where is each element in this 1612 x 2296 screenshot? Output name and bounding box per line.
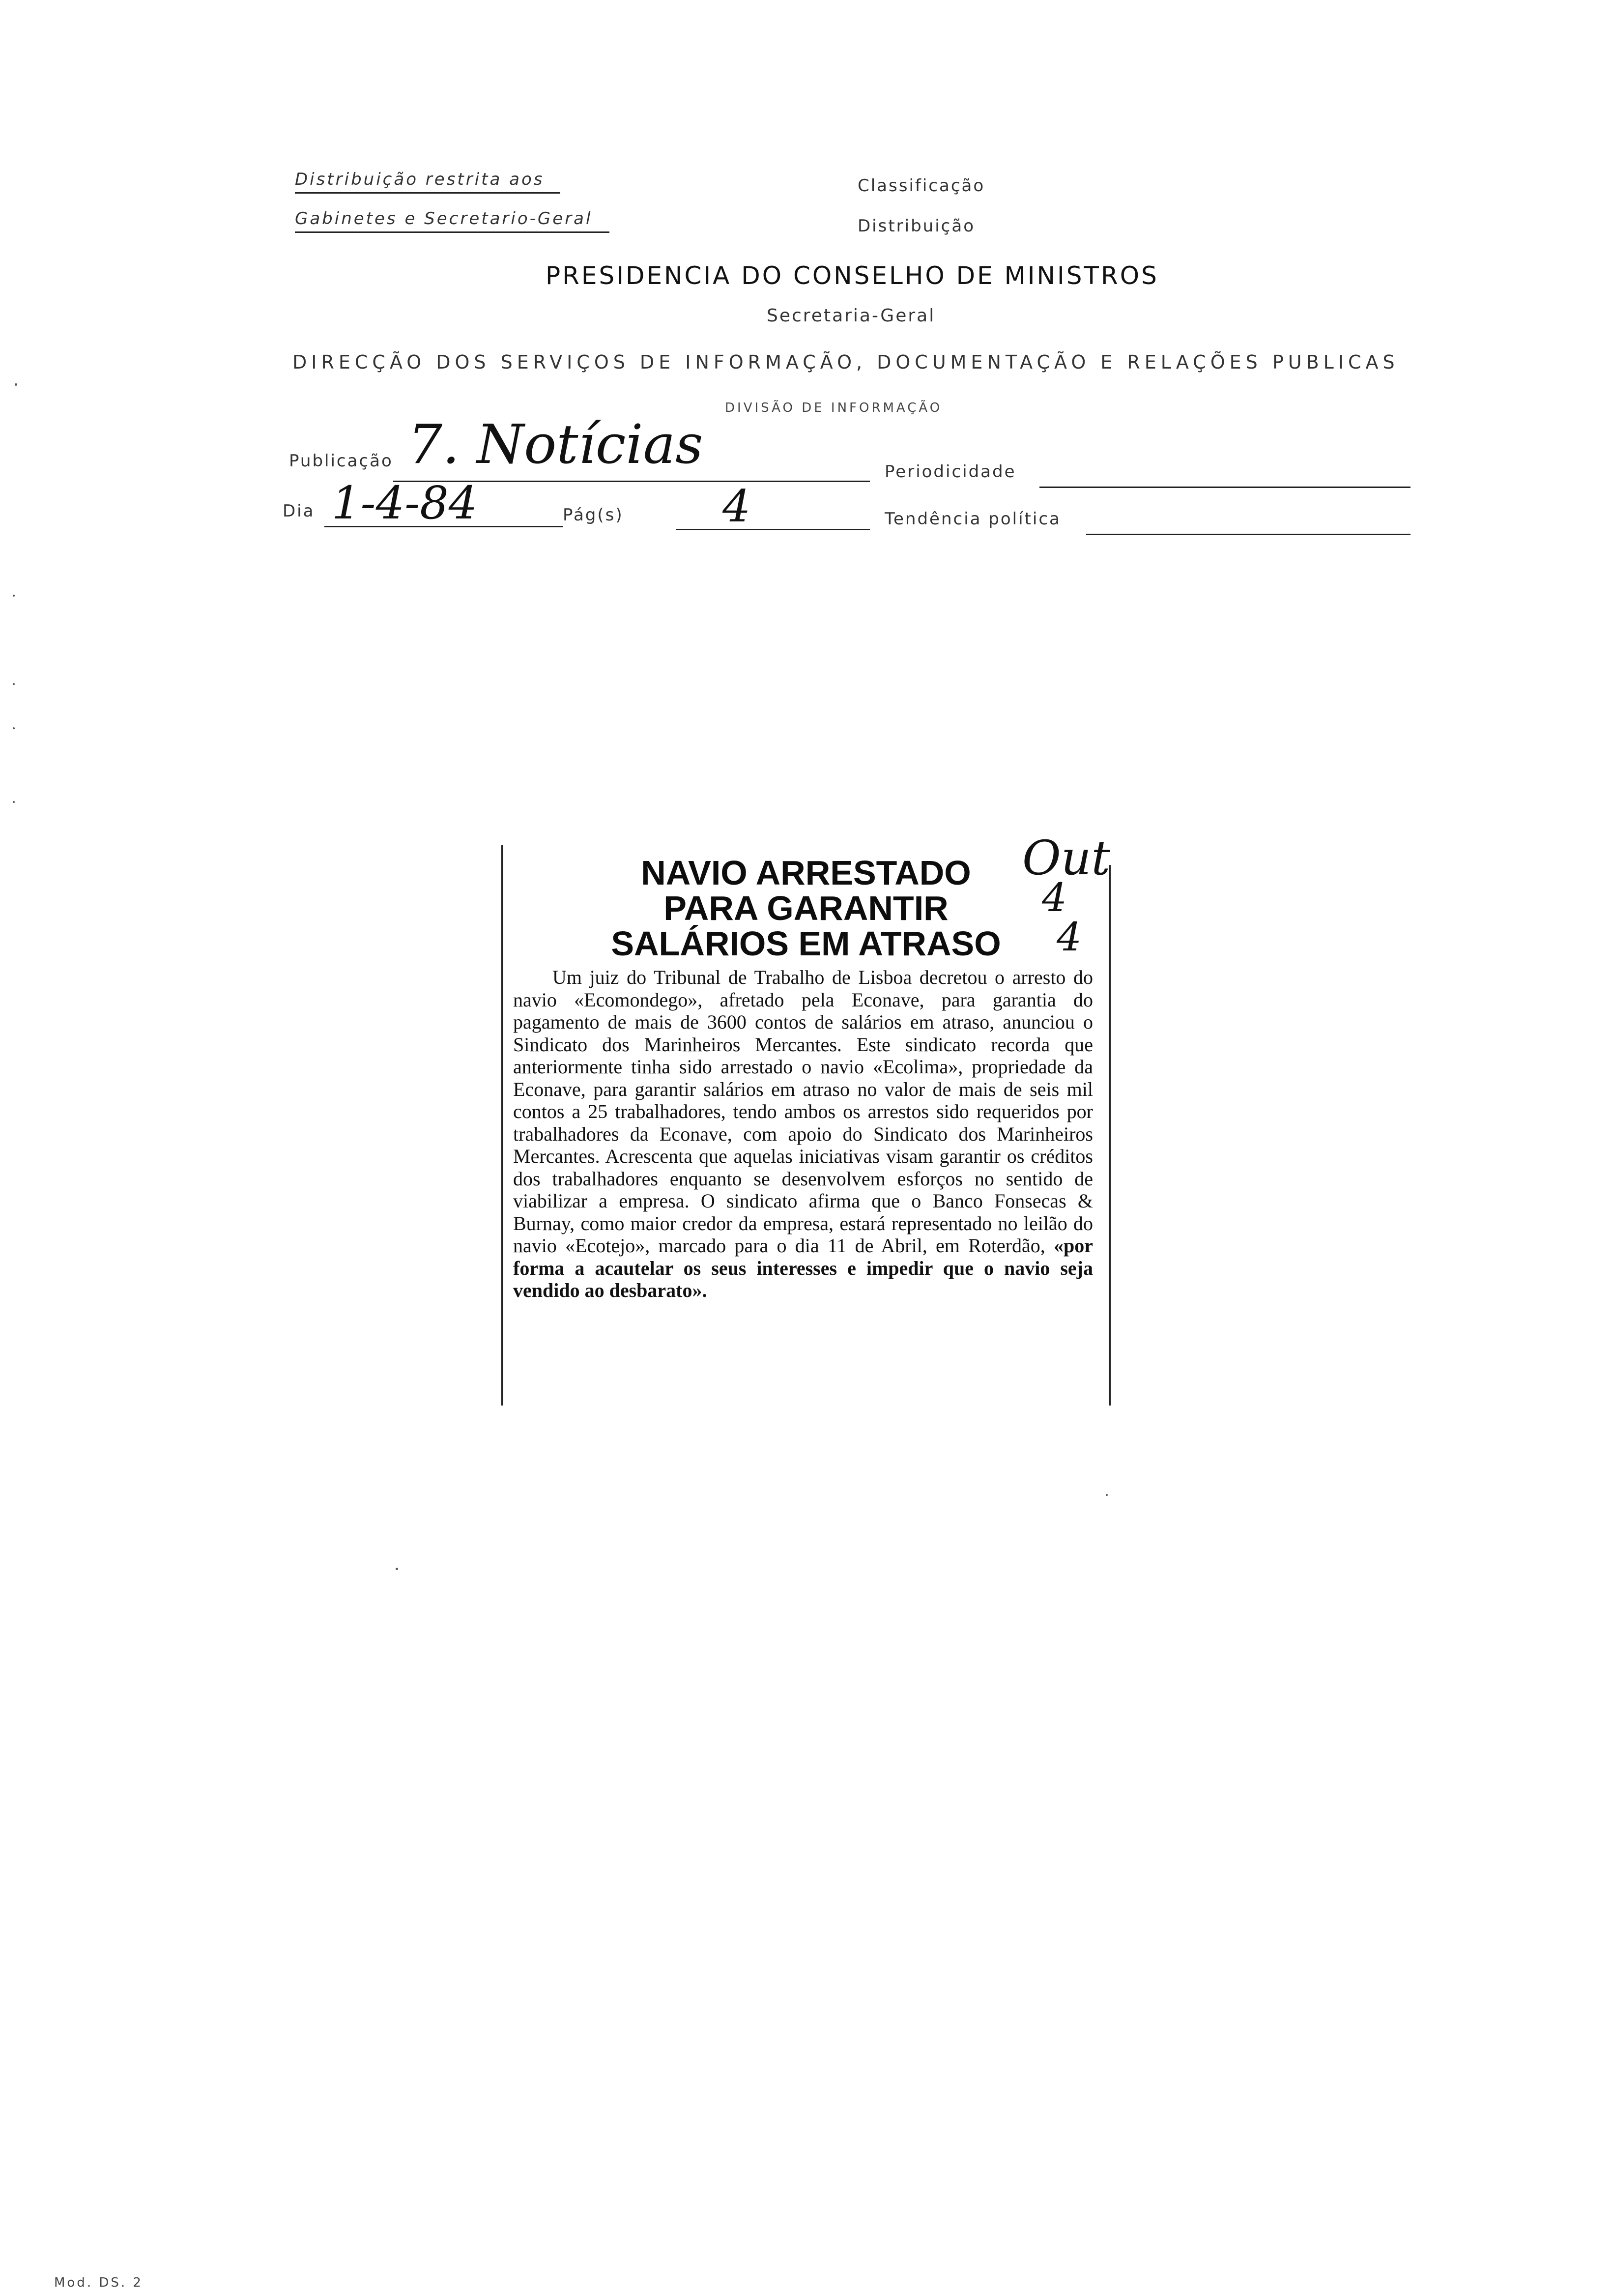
article-quote: «por forma a acautelar os seus interesses e impedir que o navio seja vendido ao desbarato». <box>513 1234 1093 1301</box>
margin-note-line-2: 4 <box>1042 875 1067 920</box>
form-code: Mod. DS. 2 <box>54 2275 143 2290</box>
paginas-label: Pág(s) <box>563 505 624 525</box>
tendencia-politica-label: Tendência política <box>885 509 1061 529</box>
headline-line-2: PARA GARANTIR <box>663 889 949 927</box>
scan-speck <box>15 383 17 386</box>
dia-rule <box>324 526 563 527</box>
headline-line-1: NAVIO ARRESTADO <box>641 854 971 892</box>
paginas-value: 4 <box>722 481 751 532</box>
paginas-rule <box>676 529 870 530</box>
distribuicao-label: Distribuição <box>858 216 976 236</box>
scan-speck <box>13 683 15 685</box>
publicacao-value: 7. Notícias <box>408 413 703 476</box>
distribution-restriction-line-1: Distribuição restrita aos <box>295 170 560 194</box>
margin-note-line-3: 4 <box>1057 914 1082 960</box>
scan-speck <box>13 727 15 729</box>
dia-value: 1-4-84 <box>332 477 478 529</box>
page-subtitle: Secretaria-Geral <box>767 306 936 326</box>
directorate-name: DIRECÇÃO DOS SERVIÇOS DE INFORMAÇÃO, DOCUMENTAÇÃO E RELAÇÕES PUBLICAS <box>292 351 1399 373</box>
periodicidade-rule <box>1039 487 1410 488</box>
article-text: Um juiz do Tribunal de Trabalho de Lisboa decretou o arresto do navio «Ecomondego», afretado pela Econave, para garantia do pagamento de mais de 3600 contos de salários em atraso, anunciou o Sindicato dos Marinheiros Mercantes. Este sindicato recorda que anteriormente tinha sido arrestado o navio «Ecolima», propriedade da Econave, para garantir salários em atraso no valor de mais de seis mil contos a 25 trabalhadores, tendo ambos os arrestos sido requeridos por trabalhadores da Econave, com apoio do Sindicato dos Marinheiros Mercantes. Acrescenta que aquelas iniciativas visam garantir os créditos dos trabalhadores enquanto se desenvolvem esforços no sentido de viabilizar a empresa. O sindicato afirma que o Banco Fonsecas & Burnay, como maior credor da empresa, estará representado no leilão do navio «Ecotejo», marcado para o dia 11 de Abril, em Roterdão, <box>513 966 1093 1257</box>
scan-speck <box>396 1568 398 1570</box>
dia-label: Dia <box>283 501 315 521</box>
division-name: DIVISÃO DE INFORMAÇÃO <box>725 401 943 415</box>
clipping-headline <box>501 855 1111 961</box>
publicacao-label: Publicação <box>289 451 393 471</box>
page-title: PRESIDENCIA DO CONSELHO DE MINISTROS <box>546 261 1159 290</box>
periodicidade-label: Periodicidade <box>885 462 1016 482</box>
margin-note-line-1: Out <box>1022 831 1111 886</box>
article-body <box>513 966 1093 1302</box>
classificacao-label: Classificação <box>858 176 985 196</box>
scan-speck <box>13 595 15 597</box>
scan-speck <box>13 801 15 803</box>
tendencia-politica-rule <box>1086 534 1410 535</box>
scan-speck <box>1106 1494 1108 1496</box>
headline-line-3: SALÁRIOS EM ATRASO <box>611 924 1001 963</box>
distribution-restriction-line-2: Gabinetes e Secretario-Geral <box>295 209 609 233</box>
newspaper-clipping <box>501 831 1111 1406</box>
